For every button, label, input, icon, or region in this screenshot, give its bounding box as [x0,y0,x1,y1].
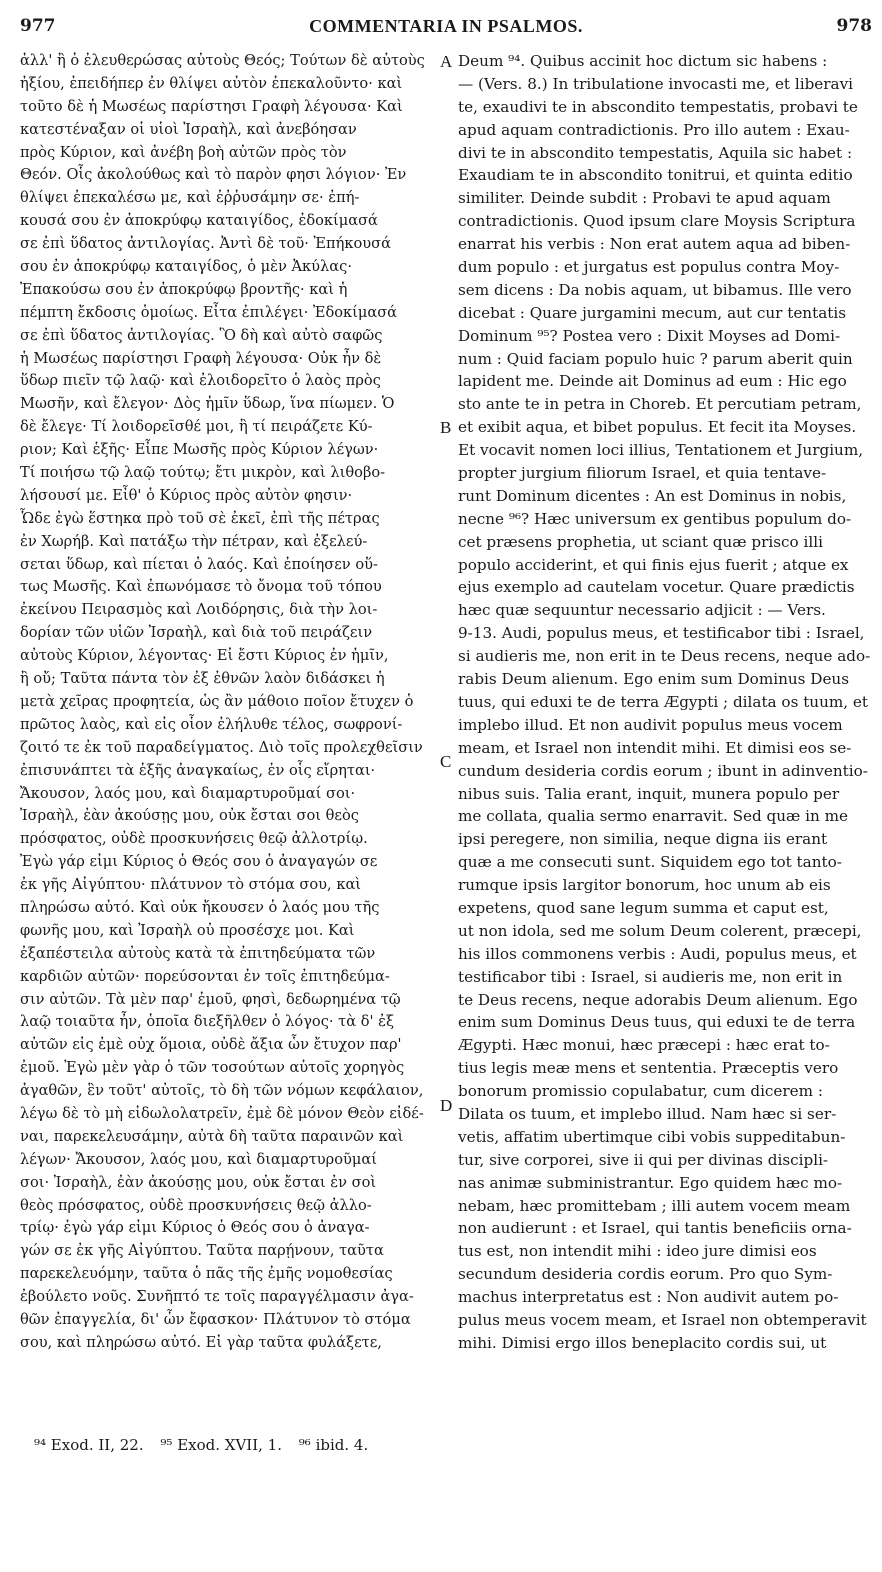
text-line: θλίψει ἐπεκαλέσω με, καὶ ἐῤῥυσάμην σε· ἐπή- [20,189,360,207]
text-line: implebo illud. Et non audivit populus meus vocem [458,715,843,734]
text-line: τρίῳ· ἐγὼ γάρ εἰμι Κύριος ὁ Θεός σου ὁ ἀναγα- [20,1219,370,1237]
text-line: πέμπτη ἔκδοσις ὁμοίως. Εἶτα ἐπιλέγει· Ἐδοκίμασά [20,303,398,321]
text-line: hæc quæ sequuntur necessario adjicit : — Vers. [458,601,826,620]
text-line: meam, et Israel non intendit mihi. Et dimisi eos se- [458,738,852,757]
text-line: Μωσῆν, καὶ ἔλεγον· Δὸς ἡμῖν ὕδωρ, ἵνα πίωμεν. Ὁ [20,395,395,413]
text-line: φωνῆς μου, καὶ Ἰσραὴλ οὐ προσέσχε μοι. Καὶ [20,921,355,939]
text-line: te Deus recens, neque adorabis Deum alienum. Ego [458,990,858,1009]
text-line: quæ a me consecuti sunt. Siquidem ego tot tanto- [458,853,842,872]
text-line: cundum desideria cordis eorum ; ibunt in adinventio- [458,761,868,780]
text-line: nas animæ subministrantur. Ego quidem hæc mo- [458,1173,843,1192]
text-line: Et vocavit nomen loci illius, Tentationem et Jurgium, [458,441,864,460]
text-line: καρδιῶν αὐτῶν· πορεύσονται ἐν τοῖς ἐπιτηδεύμα- [20,967,390,985]
text-line: runt Dominum dicentes : An est Dominus in nobis, [458,486,847,505]
text-line: ἐκείνου Πειρασμὸς καὶ Λοιδόρησις, διὰ τὴν λοι- [20,601,378,619]
page-number-left: 977 [20,16,56,36]
text-line: 9-13. Audi, populus meus, et testificabor tibi : Israel, [458,624,865,643]
text-line: sem dicens : Da nobis aquam, ut bibamus. Ille vero [458,280,852,299]
footnote-94: ⁹⁴ Exod. II, 22. [34,1436,144,1454]
text-line: ἐξαπέστειλα αὐτοὺς κατὰ τὰ ἐπιτηδεύματα τῶν [20,944,376,962]
text-line: sto ante te in petra in Choreb. Et percutiam petram, [458,395,862,414]
text-line: σοι· Ἰσραὴλ, ἐὰν ἀκούσῃς μου, οὐκ ἔσται ἐν σοὶ [20,1173,377,1191]
text-line: divi te in abscondito tempestatis, Aquila sic habet : [458,143,853,162]
text-line: pulus meus vocem meam, et Israel non obtemperavit [458,1310,867,1329]
text-line: δορίαν τῶν υἱῶν Ἰσραὴλ, καὶ διὰ τοῦ πειράζειν [20,624,373,642]
text-line: Θεόν. Οἷς ἀκολούθως καὶ τὸ παρὸν φησι λόγιον· Ἐν [20,166,407,184]
text-line: Dominum ⁹⁵? Postea vero : Dixit Moyses ad Domi- [458,326,841,345]
text-line: σε ἐπὶ ὕδατος ἀντιλογίας. Ἀντὶ δὲ τοῦ· Ἐπήκουσά [20,235,391,253]
text-line: ἐπισυνάπτει τὰ ἑξῆς ἀναγκαίως, ἐν οἷς εἴρηται· [20,761,376,779]
running-header [20,16,872,40]
text-line: θεὸς πρόσφατος, οὐδὲ προσκυνήσεις θεῷ ἀλλο- [20,1196,372,1214]
text-line: me collata, qualia sermo enarravit. Sed quæ in me [458,807,849,826]
text-line: ζοιτό τε ἐκ τοῦ παραδείγματος. Διὸ τοῖς προλεχθεῖσιν [20,738,423,756]
text-line: nibus suis. Talia erant, inquit, munera populo per [458,784,840,803]
text-line: rumque ipsis largitor bonorum, hoc unum ab eis [458,876,831,895]
text-line: θῶν ἐπαγγελία, δι' ὧν ἔφασκον· Πλάτυνον τὸ στόμα [20,1310,411,1328]
text-line: cet præsens prophetia, ut sciant quæ prisco illi [458,532,823,551]
text-line: lapident me. Deinde ait Dominus ad eum : Hic ego [458,372,847,391]
text-line: ριον; Καὶ ἑξῆς· Εἶπε Μωσῆς πρὸς Κύριον λέγων· [20,441,379,459]
text-line: populo acciderint, et qui finis ejus fuerit ; atque ex [458,555,849,574]
text-line: dicebat : Quare jurgamini mecum, aut cur tentatis [458,303,847,322]
text-line: σου, καὶ πληρώσω αὐτό. Εἰ γὰρ ταῦτα φυλάξετε, [20,1333,382,1351]
text-line: enarrat his verbis : Non erat autem aqua ad biben- [458,235,851,254]
latin-column [458,50,876,1355]
text-line: secundum desideria cordis eorum. Pro quo Sym- [458,1265,833,1284]
text-line: παρεκελευόμην, ταῦτα ὁ πᾶς τῆς ἐμῆς νομοθεσίας [20,1265,393,1283]
text-line: ἢ οὔ; Ταῦτα πάντα τὸν ἐξ ἐθνῶν λαὸν διδάσκει ἡ [20,670,385,688]
text-line: enim sum Dominus Deus tuus, qui eduxi te de terra [458,1013,856,1032]
text-line: similiter. Deinde subdit : Probavi te apud aquam [458,189,831,208]
text-line: τως Μωσῆς. Καὶ ἐπωνόμασε τὸ ὄνομα τοῦ τόπου [20,578,382,596]
text-line: dum populo : et jurgatus est populus contra Moy- [458,258,840,277]
footnote-95: ⁹⁵ Exod. XVII, 1. [160,1436,282,1454]
text-line: ἐβούλετο νοῦς. Συνῆπτό τε τοῖς παραγγέλμασιν ἀγα- [20,1288,414,1306]
margin-letter-d: D [440,1096,453,1115]
text-line: tuus, qui eduxi te de terra Ægypti ; dilata os tuum, et [458,692,869,711]
text-line: ἀγαθῶν, ἓν τοῦτ' αὐτοῖς, τὸ δὴ τῶν νόμων κεφάλαιον, [20,1082,424,1100]
text-line: ἐκ γῆς Αἰγύπτου· πλάτυνον τὸ στόμα σου, καὶ [20,876,362,894]
text-line: ἡ Μωσέως παρίστησι Γραφὴ λέγουσα· Οὐκ ἦν δὲ [20,349,382,367]
text-line: ejus exemplo ad cautelam vocetur. Quare prædictis [458,578,855,597]
text-line: δὲ ἔλεγε· Τί λοιδορεῖσθέ μοι, ἢ τί πειράζετε Κύ- [20,418,373,436]
text-line: Deum ⁹⁴. Quibus accinit hoc dictum sic habens : [458,52,828,70]
text-line: propter jurgium filiorum Israel, et quia tentave- [458,464,827,483]
margin-letter-c: C [440,752,452,771]
text-line: — (Vers. 8.) In tribulatione invocasti me, et liberavi [458,74,854,93]
text-line: αὐτῶν εἰς ἐμὲ οὐχ ὅμοια, οὐδὲ ἄξια ὧν ἔτυχον παρ' [20,1036,402,1054]
text-line: machus interpretatus est : Non audivit autem po- [458,1288,839,1307]
margin-letter-a: A [440,52,453,71]
text-line: tius legis meæ mens et sententia. Præceptis vero [458,1059,839,1078]
text-line: ἐν Χωρήβ. Καὶ πατάξω τὴν πέτραν, καὶ ἐξελεύ- [20,532,368,550]
text-line: αὐτοὺς Κύριον, λέγοντας· Εἰ ἔστι Κύριος ἐν ἡμῖν, [20,647,389,665]
greek-column [20,50,440,1355]
text-line: γών σε ἐκ γῆς Αἰγύπτου. Ταῦτα παρῄνουν, ταῦτα [20,1242,384,1260]
text-line: Ægypti. Hæc monui, hæc præcepi : hæc erat to- [458,1036,830,1055]
text-line: σιν αὐτῶν. Τὰ μὲν παρ' ἐμοῦ, φησὶ, δεδωρημένα τῷ [20,990,401,1008]
text-line: Ἰσραὴλ, ἐὰν ἀκούσῃς μου, οὐκ ἔσται σοι θεὸς [20,807,359,825]
text-line: πληρώσω αὐτό. Καὶ οὐκ ἤκουσεν ὁ λαός μου τῆς [20,898,380,916]
text-line: κατεστέναξαν οἱ υἱοὶ Ἰσραὴλ, καὶ ἀνεβόησαν [20,120,357,138]
text-line: non audierunt : et Israel, qui tantis beneficiis orna- [458,1219,852,1238]
text-line: Ἄκουσον, λαός μου, καὶ διαμαρτυροῦμαί σοι· [20,784,356,802]
text-line: Dilata os tuum, et implebo illud. Nam hæc si ser- [458,1104,837,1123]
text-line: λήσουσί με. Εἶθ' ὁ Κύριος πρὸς αὐτὸν φησιν· [20,486,353,504]
text-line: Exaudiam te in abscondito tonitrui, et quinta editio [458,166,853,185]
text-line: vetis, affatim ubertimque cibi vobis suppeditabun- [458,1127,846,1146]
text-line: πρῶτος λαὸς, καὶ εἰς οἷον ἐλήλυθε τέλος, σωφρονί- [20,715,403,733]
text-line: λέγω δὲ τὸ μὴ εἰδωλολατρεῖν, ἐμὲ δὲ μόνον Θεὸν εἰδέ- [20,1104,424,1122]
text-line: testificabor tibi : Israel, si audieris me, non erit in [458,967,843,986]
text-line: μετὰ χεῖρας προφητεία, ὡς ἂν μάθοιο ποῖον ἔτυχεν ὁ [20,692,414,710]
text-line: ἐμοῦ. Ἐγὼ μὲν γὰρ ὁ τῶν τοσούτων αὐτοῖς χορηγὸς [20,1059,405,1077]
footnotes [34,1436,534,1454]
text-line: bonorum promissio copulabatur, cum dicerem : [458,1082,824,1101]
text-line: λαῷ τοιαῦτα ἦν, ὁποῖα διεξῆλθεν ὁ λόγος· τὰ δ' ἐξ [20,1013,395,1031]
text-line: apud aquam contradictionis. Pro illo autem : Exau- [458,120,850,139]
text-line: num : Quid faciam populo huic ? parum aberit quin [458,349,853,368]
text-line: ipsi peregere, non similia, neque digna iis erant [458,830,828,849]
text-line: Ὧδε ἐγὼ ἕστηκα πρὸ τοῦ σὲ ἐκεῖ, ἐπὶ τῆς πέτρας [20,509,380,527]
text-line: ut non idola, sed me solum Deum colerent, præcepi, [458,921,862,940]
text-line: πρόσφατος, οὐδὲ προσκυνήσεις θεῷ ἀλλοτρίῳ. [20,830,368,848]
footnote-96: ⁹⁶ ibid. 4. [298,1436,369,1454]
text-line: tus est, non intendit mihi : ideo jure dimisi eos [458,1242,817,1261]
text-line: Τί ποιήσω τῷ λαῷ τούτῳ; ἔτι μικρὸν, καὶ λιθοβο- [20,464,386,482]
text-line: τοῦτο δὲ ἡ Μωσέως παρίστησι Γραφὴ λέγουσα· Καὶ [20,97,403,115]
text-line: Ἐγὼ γάρ εἰμι Κύριος ὁ Θεός σου ὁ ἀναγαγών σε [20,853,378,871]
text-line: ναι, παρεκελευσάμην, αὐτὰ δὴ ταῦτα παραινῶν καὶ [20,1127,404,1145]
text-line: σου ἐν ἀποκρύφῳ καταιγίδος, ὁ μὲν Ἀκύλας· [20,258,352,276]
margin-letter-b: B [440,418,452,437]
text-line: expetens, quod sane legum summa et caput est, [458,898,829,917]
text-line: mihi. Dimisi ergo illos beneplacito cordis sui, ut [458,1333,827,1352]
text-line: Ἐπακούσω σου ἐν ἀποκρύφῳ βροντῆς· καὶ ἡ [20,280,348,298]
text-line: πρὸς Κύριον, καὶ ἀνέβη βοὴ αὐτῶν πρὸς τὸν [20,143,347,161]
text-line: κουσά σου ἐν ἀποκρύφῳ καταιγίδος, ἐδοκίμασά [20,212,378,230]
text-line: necne ⁹⁶? Hæc universum ex gentibus populum do- [458,509,852,528]
page-number-right: 978 [836,16,872,36]
text-line: nebam, hæc promittebam ; illi autem vocem meam [458,1196,851,1215]
text-line: te, exaudivi te in abscondito tempestatis, probavi te [458,97,858,116]
text-line: σε ἐπὶ ὕδατος ἀντιλογίας. Ὃ δὴ καὶ αὐτὸ σαφῶς [20,326,383,344]
text-line: tur, sive corporei, sive ii qui per divinas discipli- [458,1150,829,1169]
text-line: et exibit aqua, et bibet populus. Et fecit ita Moyses. [458,418,857,437]
text-line: σεται ὕδωρ, καὶ πίεται ὁ λαός. Καὶ ἐποίησεν οὕ- [20,555,378,573]
text-line: si audieris me, non erit in te Deus recens, neque ado- [458,647,871,666]
text-line: his illos commonens verbis : Audi, populus meus, et [458,944,857,963]
text-line: ὕδωρ πιεῖν τῷ λαῷ· καὶ ἐλοιδορεῖτο ὁ λαὸς πρὸς [20,372,381,390]
text-line: contradictionis. Quod ipsum clare Moysis Scriptura [458,212,856,231]
running-title: COMMENTARIA IN PSALMOS. [309,16,583,36]
text-line: λέγων· Ἄκουσον, λαός μου, καὶ διαμαρτυροῦμαί [20,1150,377,1168]
text-line: ἀλλ' ἢ ὁ ἐλευθερώσας αὐτοὺς Θεός; Τούτων δὲ αὐτοὺς [20,52,425,69]
text-line: ἠξίου, ἐπειδήπερ ἐν θλίψει αὐτὸν ἐπεκαλοῦντο· καὶ [20,74,403,92]
text-line: rabis Deum alienum. Ego enim sum Dominus Deus [458,670,850,689]
